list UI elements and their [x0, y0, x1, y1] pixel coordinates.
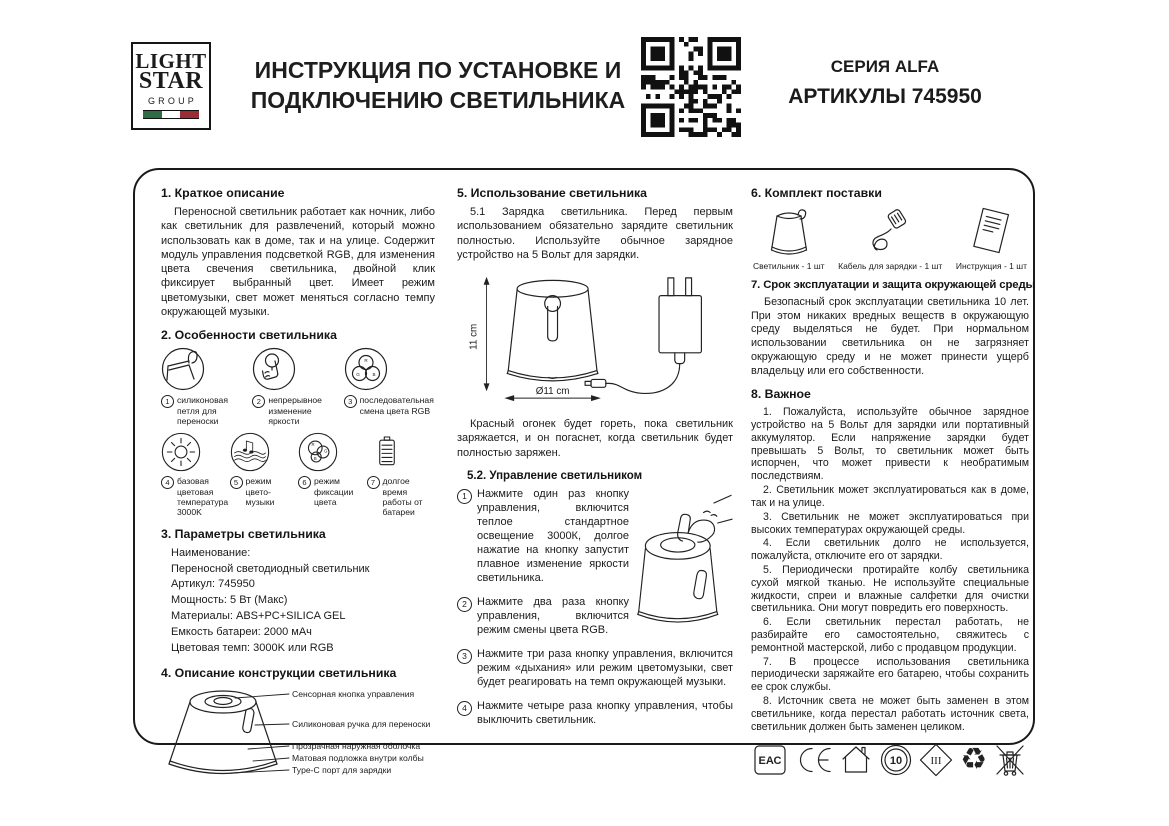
- param-article: Артикул: 745950: [171, 578, 255, 591]
- feature-5-label: режим цвето-музыки: [245, 476, 275, 507]
- control-step-2: [457, 596, 629, 638]
- important-item-2: 2. Светильник может эксплуатироваться как в доме, так и на улице.: [751, 484, 1029, 509]
- battery-icon: [367, 432, 407, 472]
- article-number: АРТИКУЛЫ 745950: [788, 85, 982, 108]
- section-lifetime: [751, 279, 1036, 378]
- kit-lamp-label: Светильник - 1 шт: [753, 261, 825, 271]
- header-right: [765, 57, 1005, 109]
- feature-3-label: последовательная смена цвета RGB: [359, 395, 434, 416]
- section-features: [161, 328, 435, 517]
- svg-text:ЕАС: ЕАС: [758, 754, 782, 767]
- section-2-heading: 2. Особенности светильника: [161, 328, 337, 343]
- section-6-heading: 6. Комплект поставки: [751, 186, 882, 200]
- transport-class-icon: [918, 742, 954, 778]
- charging-illustration: [457, 268, 729, 410]
- kit-cable-label: Кабель для зарядки - 1 шт: [838, 261, 943, 271]
- column-2: [457, 186, 733, 738]
- param-materials: Материалы: ABS+PC+SILICA GEL: [171, 610, 346, 623]
- svg-text:B: B: [372, 372, 376, 378]
- step-4-text: Нажмите четыре раза кнопку управления, чтобы выключить светильник.: [477, 699, 733, 726]
- control-step-4: [457, 700, 733, 728]
- section-4-heading: 4. Описание конструкции светильника: [161, 666, 397, 681]
- weee-crossed-bin-icon: [993, 743, 1027, 777]
- section-5-heading: 5. Использование светильника: [457, 186, 647, 200]
- callout-outer-shell: Прозрачная наружная оболочка: [292, 741, 421, 752]
- svg-text:R: R: [311, 442, 315, 448]
- step-1-text: Нажмите один раз кнопку управления, включится теплое стандартное освещение 3000К, долгое нажатие на кнопку запустит плавное изменение яркости светильника.: [477, 488, 629, 584]
- logo-word-light: LIGHT: [135, 49, 207, 74]
- callout-typec-port: Type-C порт для зарядки: [292, 765, 392, 776]
- kit-item-manual: [956, 205, 1027, 271]
- kit-manual-label: Инструкция - 1 шт: [955, 261, 1027, 271]
- title-line-1: ИНСТРУКЦИЯ ПО УСТАНОВКЕ И: [254, 57, 622, 83]
- callout-matte-liner: Матовая подложка внутри колбы: [292, 753, 424, 764]
- section-1-body: Переносной светильник работает как ночник, либо как светильник для развлечений, который можно использовать как в доме, так и на улице. Содержит модуль управления подсветкой RGB, для изменения цвета свечения светильника, двойной клик фиксирует выбранный цвет. Имеет режим цветомузыки, свет может меняться согласно темпу окружающей музыки.: [161, 206, 435, 319]
- feature-4-label: базовая цветовая температура 3000K: [177, 476, 229, 518]
- section-8-heading: 8. Важное: [751, 387, 811, 402]
- step-4-number: 4: [457, 701, 472, 716]
- feature-battery-life: [367, 432, 436, 517]
- lamp-construction-diagram: [161, 685, 435, 781]
- section-construction: [161, 666, 435, 786]
- lamp-icon: [765, 205, 813, 257]
- features-row-2: [161, 432, 435, 517]
- section-brief-description: [161, 186, 435, 319]
- manual-icon: [967, 205, 1015, 257]
- touch-button-icon: [252, 347, 296, 391]
- feature-1-label: силиконовая петля для переноски: [177, 395, 228, 426]
- important-item-3: 3. Светильник не может эксплуатироваться при высоких температурах окружающей среды.: [751, 510, 1029, 536]
- param-color-temp: Цветовая темп: 3000K или RGB: [171, 642, 334, 655]
- control-step-1: [457, 488, 629, 586]
- important-item-6: 6. Если светильник перестал работать, не разбирайте его самостоятельно, свяжитесь с ремонтной мастерской, либо с продавцом продукции.: [751, 616, 1029, 654]
- certification-marks: [751, 742, 1029, 778]
- sun-icon: [161, 432, 201, 472]
- section-usage: [457, 186, 733, 728]
- cable-icon: [864, 205, 916, 257]
- charge-indicator-note: Красный огонек будет гореть, пока светильник заряжается, и он погаснет, когда светильник будет полностью заряжен.: [457, 418, 733, 459]
- svg-text:B: B: [313, 456, 317, 462]
- rgb-circles-icon: [344, 347, 388, 391]
- step-2-number: 2: [457, 597, 472, 612]
- parameters-list: [171, 546, 435, 658]
- step-1-number: 1: [457, 489, 472, 504]
- param-battery: Емкость батареи: 2000 мАч: [171, 626, 312, 639]
- content-sheet: [133, 168, 1036, 776]
- music-notes-icon: [230, 432, 270, 472]
- feature-music-mode: [230, 432, 299, 517]
- feature-7-label: долгое время работы от батареи: [382, 476, 423, 518]
- important-item-4: 4. Если светильник долго не используется, пожалуйста, отключите его от зарядки.: [751, 537, 1029, 563]
- section-important: [751, 387, 1029, 733]
- important-item-7: 7. В процессе использования светильника периодически заряжайте его батарею, чтобы сохранить ее срок службы.: [751, 655, 1029, 694]
- section-52-heading: 5.2. Управление светильником: [467, 470, 643, 483]
- title-line-2: ПОДКЛЮЧЕНИЮ СВЕТИЛЬНИКА: [250, 87, 626, 114]
- section-parameters: [161, 527, 435, 658]
- feature-7-number: 7: [367, 476, 380, 489]
- column-1: [161, 186, 435, 795]
- step-2-text: Нажмите два раза кнопку управления, включится режим смены цвета RGB.: [477, 595, 629, 636]
- param-power: Мощность: 5 Вт (Макс): [171, 594, 288, 607]
- italian-flag-bar: [143, 110, 199, 119]
- hand-press-illustration: [633, 488, 733, 638]
- feature-6-label: режим фиксации цвета: [314, 476, 354, 507]
- svg-text:III: III: [930, 754, 942, 767]
- feature-2-label: непрерывное изменение яркости: [268, 395, 322, 426]
- feature-6-number: 6: [298, 476, 311, 489]
- section-package: [751, 186, 1029, 271]
- logo-word-star: STAR: [138, 68, 204, 95]
- step-3-number: 3: [457, 649, 472, 664]
- series-label: СЕРИЯ ALFA: [830, 57, 940, 76]
- indoor-use-icon: [839, 743, 873, 777]
- feature-carry-loop: [161, 347, 252, 426]
- kit-item-cable: [838, 205, 942, 271]
- callout-silicone-handle: Силиконовая ручка для переноски: [292, 719, 431, 730]
- svg-text:10: 10: [889, 754, 902, 767]
- feature-rgb-cycle: [344, 347, 435, 426]
- page-title: [232, 55, 644, 116]
- callout-touch-button: Сенсорная кнопка управления: [292, 689, 415, 700]
- section-7-heading: 7. Срок эксплуатации и защита окружающей среды: [751, 279, 1036, 291]
- step-3-text: Нажмите три раза кнопку управления, включится режим «дыхания» или режим цветомузыки, свет будет реагировать на темп окружающей музыки.: [477, 647, 733, 688]
- ten-years-icon: [879, 743, 913, 777]
- control-steps-block: [457, 488, 733, 648]
- diameter-dimension-label: Ø11 cm: [535, 386, 570, 398]
- feature-base-temp: [161, 432, 230, 517]
- svg-text:G: G: [355, 372, 360, 378]
- feature-4-number: 4: [161, 476, 174, 489]
- param-name-value: Переносной светодиодный светильник: [171, 562, 370, 575]
- feature-5-number: 5: [230, 476, 243, 489]
- kit-item-lamp: [753, 205, 825, 271]
- logo-word-group: GROUP: [147, 95, 197, 106]
- recycle-icon: ♻: [960, 742, 988, 776]
- charging-paragraph: 5.1 Зарядка светильника. Перед первым использованием обязательно зарядите светильник полностью. Используйте обычное зарядное устройство на 5 Вольт для зарядки.: [457, 206, 733, 261]
- section-1-heading: 1. Краткое описание: [161, 186, 285, 200]
- feature-brightness: [252, 347, 343, 426]
- feature-3-number: 3: [344, 395, 357, 408]
- section-3-heading: 3. Параметры светильника: [161, 526, 326, 541]
- important-item-8: 8. Источник света не может быть заменен в этом светильнике, когда перестал работать источник света, светильник должен быть заменен целиком.: [751, 695, 1029, 733]
- important-item-5: 5. Периодически протирайте колбу светильника сухой мягкой тканью. Не используйте специальные жидкости, спреи и влажные салфетки для очистки светильника. Они могут повредить его поверхность.: [751, 563, 1029, 615]
- feature-2-number: 2: [252, 395, 265, 408]
- lightstar-logo: [131, 42, 211, 130]
- feature-color-fix: [298, 432, 367, 517]
- svg-text:G: G: [324, 448, 328, 454]
- features-row-1: [161, 347, 435, 426]
- feature-1-number: 1: [161, 395, 174, 408]
- carry-loop-icon: [161, 347, 205, 391]
- height-dimension-label: 11 cm: [468, 323, 480, 351]
- column-3: [751, 186, 1036, 778]
- qr-code: [641, 37, 741, 137]
- svg-text:R: R: [363, 358, 368, 364]
- ce-mark-icon: [793, 745, 833, 775]
- important-item-1: 1. Пожалуйста, используйте обычное зарядное устройство на 5 Вольт для зарядки или портативный аккумулятор. Если напряжение зарядки будет превышать 5 Вольт, то светильник может быть испорчен, что может привести к необратимым последствиям.: [751, 406, 1029, 483]
- param-name-label: Наименование:: [171, 546, 251, 559]
- section-7-body: Безопасный срок эксплуатации светильника 10 лет. При этом никаких вредных веществ в окружающую среду выделяться не будет. При нормальном использовании светильника он не загрязняет окружающую среду и не может принести ущерб владельцу или его собственности.: [751, 296, 1029, 377]
- control-step-3: [457, 648, 733, 690]
- color-fix-icon: [298, 432, 338, 472]
- eac-mark-icon: [753, 743, 787, 777]
